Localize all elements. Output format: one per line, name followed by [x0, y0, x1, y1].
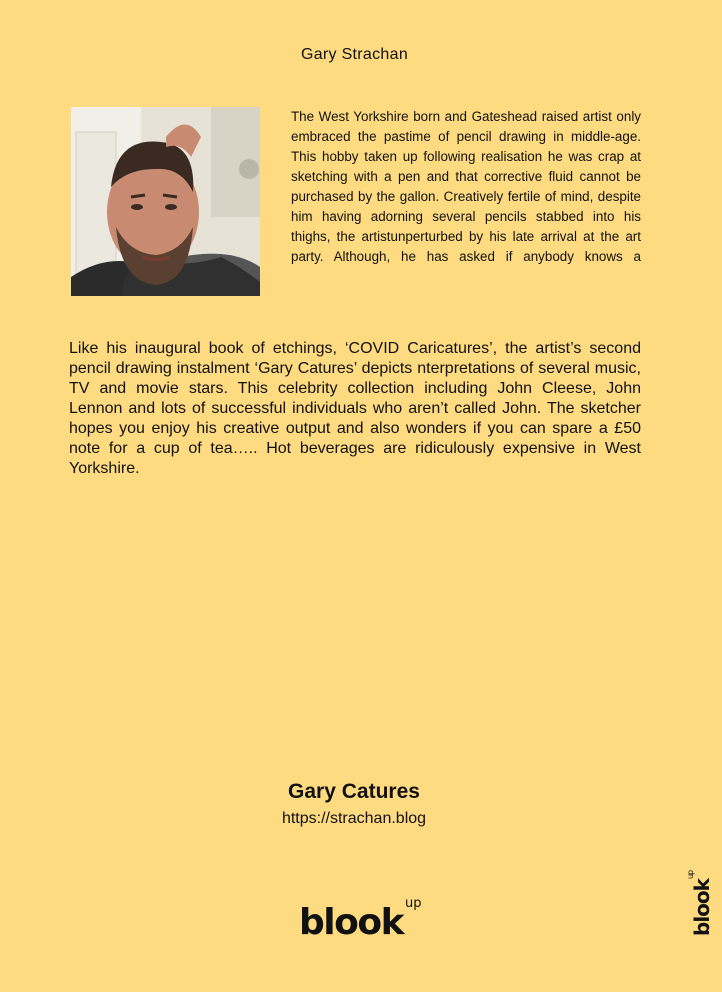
spine-logo — [686, 870, 714, 936]
logo-sup: up — [405, 896, 422, 911]
book-title: Gary Catures — [288, 780, 420, 803]
logo-text: blook — [299, 902, 404, 943]
author-photo — [71, 107, 260, 296]
author-name: Gary Strachan — [300, 46, 409, 63]
spine-logo-sup: up — [686, 870, 696, 880]
blookup-logo — [299, 898, 422, 943]
book-url[interactable]: https://strachan.blog — [281, 810, 427, 827]
book-blurb: Like his inaugural book of etchings, ‘COVID Caricatures’, the artist’s second pencil drawing instalment ‘Gary Catures’ depicts nterpretations of several music, TV and movie stars. This celebrity collection including John Cleese, John Lennon and lots of successful individuals who aren’t called John. The sketcher hopes you enjoy his creative output and also wonders if you can spare a £50 note for a cup of tea….. Hot beverages are ridiculously expensive in West Yorkshire. — [69, 340, 641, 477]
spine-logo-text: blook — [690, 879, 714, 936]
author-portrait-image — [71, 107, 260, 296]
author-bio: The West Yorkshire born and Gateshead raised artist only embraced the pastime of pencil drawing in middle-age. This hobby taken up following realisation he was crap at sketching with a pen and that corrective fluid cannot be purchased by the gallon. Creatively fertile of mind, despite him having adorning several pencils stabbed into his thighs, the artistunperturbed by his late arrival at the art party. Although, he has asked if anybody knows a — [291, 109, 641, 264]
